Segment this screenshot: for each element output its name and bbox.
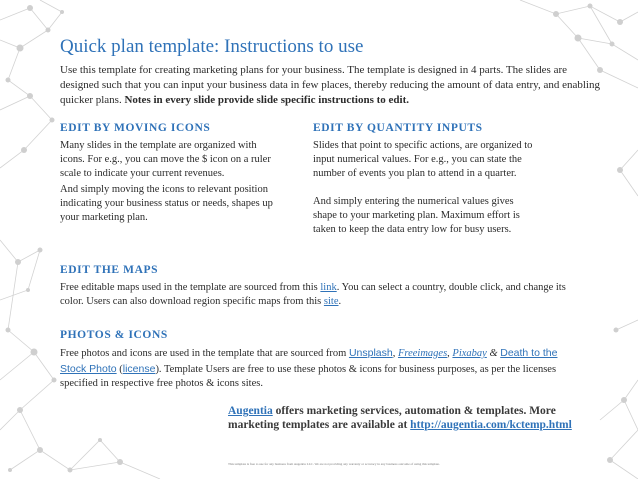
photos-comma-2: ,: [447, 348, 453, 359]
page-title: Quick plan template: Instructions to use: [60, 36, 364, 57]
intro-text: Use this template for creating marketing plans for your business. The template is designed in 4 parts. The slides are designed such that you can input your business data in few places, thereby reducing the amount of data entry, and enabling quicker plans.: [60, 64, 600, 106]
quantity-section-p1: Slides that point to specific actions, are organized to input numerical values. For e.g., you can state the number of events you plan to attend in a quarter.: [313, 140, 533, 179]
license-link[interactable]: license: [122, 362, 156, 375]
photos-section-text: [60, 346, 580, 392]
promo-block: [228, 404, 598, 432]
icons-section-p2: And simply moving the icons to relevant position indicating your business status or needs, shapes up your marketing plan.: [60, 184, 273, 223]
photos-text-2: ). Template Users are free to use these photos & icons for business purposes, as per the licenses specified in respective free photos & icons sites.: [60, 363, 557, 389]
maps-section-heading: EDIT THE MAPS: [60, 264, 159, 276]
death-to-stock-photo-link[interactable]: Death to the Stock Photo: [60, 347, 558, 375]
quantity-section-heading: EDIT BY QUANTITY INPUTS: [313, 122, 483, 134]
fineprint-disclaimer: This template is free to use for any business from Augentia LLC. We are not providing any warranty or accuracy in any business outcome of using this template.: [228, 462, 440, 466]
intro-paragraph: [60, 63, 600, 108]
maps-text-2: . You can select a country, double click, and change its color. Users can also download region specific maps from this: [60, 282, 566, 307]
quantity-section-p2: And simply entering the numerical values gives shape to your marketing plan. Maximum effort is taken to keep the data entry low for busy users.: [313, 196, 520, 235]
unsplash-link[interactable]: Unsplash: [348, 347, 393, 359]
maps-section-text: [60, 281, 580, 309]
photos-text-1: Free photos and icons are used in the template that are sourced from: [60, 348, 349, 359]
photos-comma-1: ,: [392, 348, 398, 359]
photos-ampersand: &: [486, 348, 501, 359]
pixabay-link[interactable]: Pixabay: [452, 348, 487, 359]
promo-text: offers marketing services, automation & templates. More marketing templates are available at: [228, 405, 556, 431]
maps-link[interactable]: link: [320, 282, 337, 293]
icons-section-heading: EDIT BY MOVING ICONS: [60, 122, 211, 134]
maps-text-1: Free editable maps used in the template are sourced from this: [60, 282, 321, 293]
freeimages-link[interactable]: Freeimages: [397, 348, 448, 359]
maps-site-link[interactable]: site: [323, 296, 339, 307]
augentia-url-link[interactable]: http://augentia.com/kctemp.html: [410, 419, 572, 431]
intro-bold-note: Notes in every slide provide slide specific instructions to edit.: [124, 94, 410, 106]
maps-text-3: .: [338, 296, 342, 307]
augentia-link[interactable]: Augentia: [228, 405, 273, 417]
icons-section-p1: Many slides in the template are organized with icons. For e.g., you can move the $ icon on a ruler scale to indicate your current revenues.: [60, 140, 271, 179]
photos-section-heading: PHOTOS & ICONS: [60, 329, 168, 341]
photos-paren-open: (: [116, 363, 123, 375]
